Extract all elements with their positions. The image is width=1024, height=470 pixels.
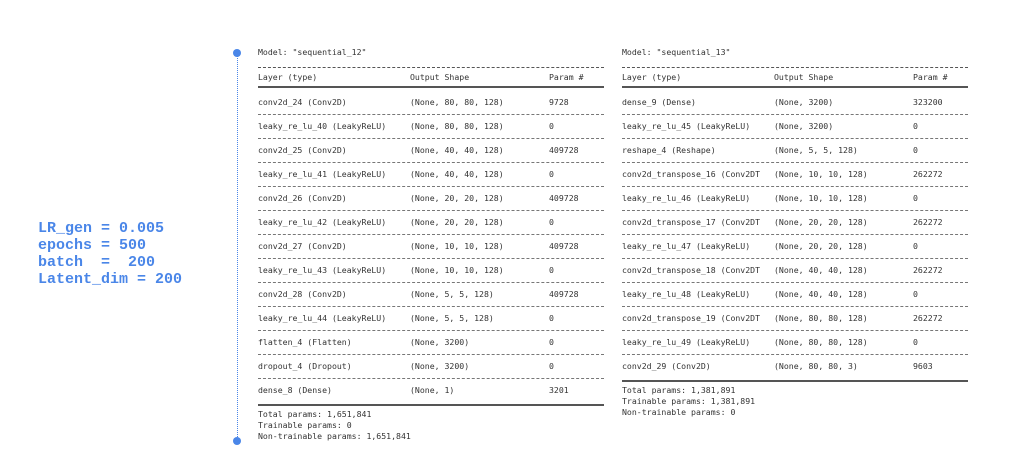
table-row bbox=[622, 235, 968, 259]
table-cell: (None, 20, 20, 128) bbox=[410, 217, 504, 227]
table-cell: 0 bbox=[549, 217, 554, 227]
table-cell: (None, 40, 40, 128) bbox=[410, 169, 504, 179]
table-cell: conv2d_28 (Conv2D) bbox=[258, 289, 347, 299]
table-cell: 262272 bbox=[913, 265, 943, 275]
table-row bbox=[258, 139, 604, 163]
table-row bbox=[622, 307, 968, 331]
table-row bbox=[258, 115, 604, 139]
table-cell: reshape_4 (Reshape) bbox=[622, 145, 716, 155]
table-row bbox=[258, 283, 604, 307]
batch-text: batch = 200 bbox=[38, 254, 156, 271]
table-row bbox=[622, 163, 968, 187]
latent-dim-text: Latent_dim = 200 bbox=[38, 271, 183, 288]
table-cell: conv2d_transpose_18 (Conv2DT bbox=[622, 265, 761, 275]
table-row bbox=[258, 163, 604, 187]
table-cell: (None, 80, 80, 128) bbox=[410, 121, 504, 131]
table-cell: 0 bbox=[913, 193, 918, 203]
table-row bbox=[258, 235, 604, 259]
table-cell: (None, 5, 5, 128) bbox=[410, 313, 494, 323]
column-header: Layer (type) bbox=[258, 72, 318, 82]
table-row bbox=[258, 259, 604, 283]
table-cell: conv2d_24 (Conv2D) bbox=[258, 97, 347, 107]
table-cell: (None, 20, 20, 128) bbox=[410, 193, 504, 203]
model-summary-discriminator bbox=[258, 47, 604, 442]
table-cell: conv2d_transpose_19 (Conv2DT bbox=[622, 313, 761, 323]
table-cell: 0 bbox=[913, 337, 918, 347]
table-cell: 0 bbox=[549, 361, 554, 371]
column-header: Layer (type) bbox=[622, 72, 682, 82]
table-cell: 0 bbox=[549, 265, 554, 275]
timeline-line bbox=[237, 53, 239, 441]
table-cell: (None, 1) bbox=[410, 385, 455, 395]
total-params: Total params: 1,381,891 bbox=[622, 385, 736, 395]
timeline-dot-bottom bbox=[233, 437, 241, 445]
rule-double bbox=[258, 86, 604, 88]
table-row bbox=[258, 187, 604, 211]
table-cell: (None, 3200) bbox=[410, 337, 470, 347]
model-summary-generator bbox=[622, 47, 968, 418]
trainable-params: Trainable params: 0 bbox=[258, 420, 352, 430]
trainable-params: Trainable params: 1,381,891 bbox=[622, 396, 756, 406]
table-row bbox=[258, 91, 604, 115]
model-title: Model: "sequential_12" bbox=[258, 47, 367, 57]
table-cell: 409728 bbox=[549, 241, 579, 251]
table-cell: (None, 3200) bbox=[410, 361, 470, 371]
table-cell: (None, 40, 40, 128) bbox=[774, 265, 868, 275]
table-cell: 409728 bbox=[549, 145, 579, 155]
table-cell: 0 bbox=[913, 121, 918, 131]
table-cell: 262272 bbox=[913, 217, 943, 227]
table-row bbox=[622, 331, 968, 355]
table-cell: flatten_4 (Flatten) bbox=[258, 337, 352, 347]
lr-gen-text: LR_gen = 0.005 bbox=[38, 220, 165, 237]
table-cell: conv2d_transpose_17 (Conv2DT bbox=[622, 217, 761, 227]
table-row bbox=[622, 211, 968, 235]
table-cell: leaky_re_lu_46 (LeakyReLU) bbox=[622, 193, 751, 203]
table-cell: (None, 20, 20, 128) bbox=[774, 217, 868, 227]
table-cell: 0 bbox=[913, 145, 918, 155]
column-header: Param # bbox=[913, 72, 948, 82]
non-trainable-params: Non-trainable params: 0 bbox=[622, 407, 736, 417]
table-cell: conv2d_29 (Conv2D) bbox=[622, 361, 711, 371]
table-cell: leaky_re_lu_47 (LeakyReLU) bbox=[622, 241, 751, 251]
timeline-dot-top bbox=[233, 49, 241, 57]
rule-double bbox=[258, 404, 604, 406]
table-cell: 0 bbox=[549, 313, 554, 323]
table-row bbox=[622, 259, 968, 283]
table-cell: 9728 bbox=[549, 97, 569, 107]
table-cell: (None, 10, 10, 128) bbox=[410, 265, 504, 275]
table-cell: leaky_re_lu_40 (LeakyReLU) bbox=[258, 121, 387, 131]
table-cell: leaky_re_lu_43 (LeakyReLU) bbox=[258, 265, 387, 275]
epochs-text: epochs = 500 bbox=[38, 237, 147, 254]
table-cell: (None, 5, 5, 128) bbox=[774, 145, 858, 155]
table-cell: leaky_re_lu_41 (LeakyReLU) bbox=[258, 169, 387, 179]
table-header bbox=[622, 68, 968, 84]
table-cell: (None, 40, 40, 128) bbox=[774, 289, 868, 299]
table-row bbox=[622, 139, 968, 163]
table-cell: conv2d_27 (Conv2D) bbox=[258, 241, 347, 251]
total-params: Total params: 1,651,841 bbox=[258, 409, 372, 419]
table-cell: 0 bbox=[549, 121, 554, 131]
table-cell: (None, 5, 5, 128) bbox=[410, 289, 494, 299]
table-cell: dense_9 (Dense) bbox=[622, 97, 696, 107]
table-cell: 323200 bbox=[913, 97, 943, 107]
column-header: Output Shape bbox=[410, 72, 470, 82]
table-cell: (None, 80, 80, 3) bbox=[774, 361, 858, 371]
table-cell: (None, 20, 20, 128) bbox=[774, 241, 868, 251]
table-cell: conv2d_25 (Conv2D) bbox=[258, 145, 347, 155]
table-cell: 262272 bbox=[913, 169, 943, 179]
table-cell: 3201 bbox=[549, 385, 569, 395]
table-cell: (None, 10, 10, 128) bbox=[774, 169, 868, 179]
table-row bbox=[622, 115, 968, 139]
non-trainable-params: Non-trainable params: 1,651,841 bbox=[258, 431, 411, 441]
table-row bbox=[622, 355, 968, 378]
table-cell: (None, 80, 80, 128) bbox=[774, 337, 868, 347]
model-title: Model: "sequential_13" bbox=[622, 47, 731, 57]
table-cell: dropout_4 (Dropout) bbox=[258, 361, 352, 371]
table-cell: conv2d_26 (Conv2D) bbox=[258, 193, 347, 203]
table-cell: leaky_re_lu_48 (LeakyReLU) bbox=[622, 289, 751, 299]
table-cell: leaky_re_lu_42 (LeakyReLU) bbox=[258, 217, 387, 227]
table-cell: (None, 10, 10, 128) bbox=[410, 241, 504, 251]
table-cell: (None, 10, 10, 128) bbox=[774, 193, 868, 203]
table-cell: 409728 bbox=[549, 193, 579, 203]
hyperparameters bbox=[38, 220, 182, 288]
table-cell: 0 bbox=[549, 337, 554, 347]
rule-double bbox=[622, 86, 968, 88]
table-cell: 409728 bbox=[549, 289, 579, 299]
table-row bbox=[258, 331, 604, 355]
table-cell: 9603 bbox=[913, 361, 933, 371]
table-row bbox=[622, 283, 968, 307]
table-row bbox=[258, 211, 604, 235]
table-cell: (None, 40, 40, 128) bbox=[410, 145, 504, 155]
table-header bbox=[258, 68, 604, 84]
table-cell: (None, 80, 80, 128) bbox=[774, 313, 868, 323]
table-row bbox=[622, 187, 968, 211]
table-cell: dense_8 (Dense) bbox=[258, 385, 332, 395]
column-header: Output Shape bbox=[774, 72, 834, 82]
table-row bbox=[622, 91, 968, 115]
table-cell: conv2d_transpose_16 (Conv2DT bbox=[622, 169, 761, 179]
table-cell: (None, 80, 80, 128) bbox=[410, 97, 504, 107]
table-cell: 0 bbox=[549, 169, 554, 179]
table-cell: 0 bbox=[913, 289, 918, 299]
table-cell: leaky_re_lu_49 (LeakyReLU) bbox=[622, 337, 751, 347]
rule-double bbox=[622, 380, 968, 382]
table-row bbox=[258, 379, 604, 402]
table-cell: (None, 3200) bbox=[774, 97, 834, 107]
table-cell: leaky_re_lu_44 (LeakyReLU) bbox=[258, 313, 387, 323]
column-header: Param # bbox=[549, 72, 584, 82]
table-cell: (None, 3200) bbox=[774, 121, 834, 131]
table-cell: leaky_re_lu_45 (LeakyReLU) bbox=[622, 121, 751, 131]
table-row bbox=[258, 307, 604, 331]
table-row bbox=[258, 355, 604, 379]
table-cell: 262272 bbox=[913, 313, 943, 323]
table-cell: 0 bbox=[913, 241, 918, 251]
